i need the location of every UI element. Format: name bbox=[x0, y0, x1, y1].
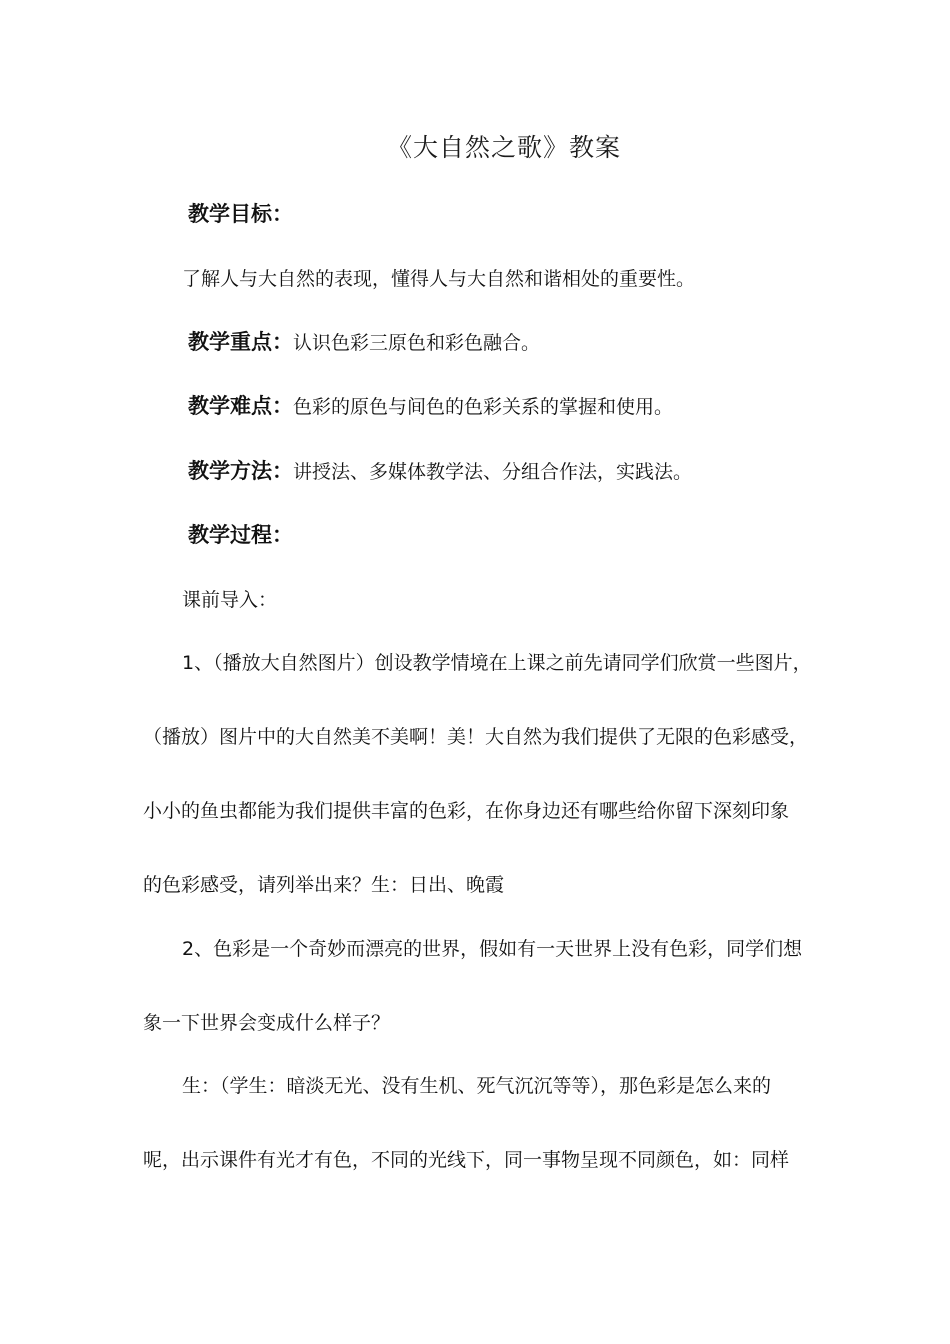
teaching-process-heading-line bbox=[188, 520, 293, 551]
teaching-method-heading: 教学方法： bbox=[188, 459, 293, 483]
paragraph-3-line-1: 生：（学生：暗淡无光、没有生机、死气沉沉等等），那色彩是怎么来的 bbox=[182, 1075, 772, 1097]
teaching-keypoint-heading: 教学重点： bbox=[188, 330, 293, 354]
teaching-keypoint-line bbox=[188, 327, 540, 358]
paragraph-2-line-2: 象一下世界会变成什么样子？ bbox=[143, 1012, 391, 1034]
teaching-keypoint-text: 认识色彩三原色和彩色融合。 bbox=[293, 332, 541, 354]
paragraph-3-line-2: 呢，出示课件有光才有色，不同的光线下，同一事物呈现不同颜色，如：同样 bbox=[143, 1149, 790, 1171]
paragraph-1-line-4: 的色彩感受，请列举出来？生：日出、晚霞 bbox=[143, 874, 505, 896]
teaching-goal-heading-line bbox=[188, 199, 293, 230]
paragraph-1-line-3: 小小的鱼虫都能为我们提供丰富的色彩，在你身边还有哪些给你留下深刻印象 bbox=[143, 800, 790, 822]
document-title: 《大自然之歌》教案 bbox=[386, 133, 621, 162]
paragraph-2-line-1: 2、色彩是一个奇妙而漂亮的世界，假如有一天世界上没有色彩，同学们想 bbox=[182, 938, 803, 960]
teaching-goal-text: 了解人与大自然的表现，懂得人与大自然和谐相处的重要性。 bbox=[182, 268, 696, 290]
teaching-method-line bbox=[188, 456, 692, 487]
intro-label: 课前导入： bbox=[182, 589, 278, 611]
teaching-process-heading: 教学过程： bbox=[188, 523, 293, 547]
teaching-difficulty-line bbox=[188, 391, 673, 422]
teaching-goal-heading: 教学目标： bbox=[188, 202, 293, 226]
teaching-method-text: 讲授法、多媒体教学法、分组合作法，实践法。 bbox=[293, 461, 693, 483]
teaching-difficulty-text: 色彩的原色与间色的色彩关系的掌握和使用。 bbox=[293, 396, 674, 418]
paragraph-1-line-2: （播放）图片中的大自然美不美啊！美！大自然为我们提供了无限的色彩感受， bbox=[143, 726, 809, 748]
teaching-difficulty-heading: 教学难点： bbox=[188, 394, 293, 418]
paragraph-1-line-1: 1、（播放大自然图片）创设教学情境在上课之前先请同学们欣赏一些图片， bbox=[182, 652, 812, 674]
